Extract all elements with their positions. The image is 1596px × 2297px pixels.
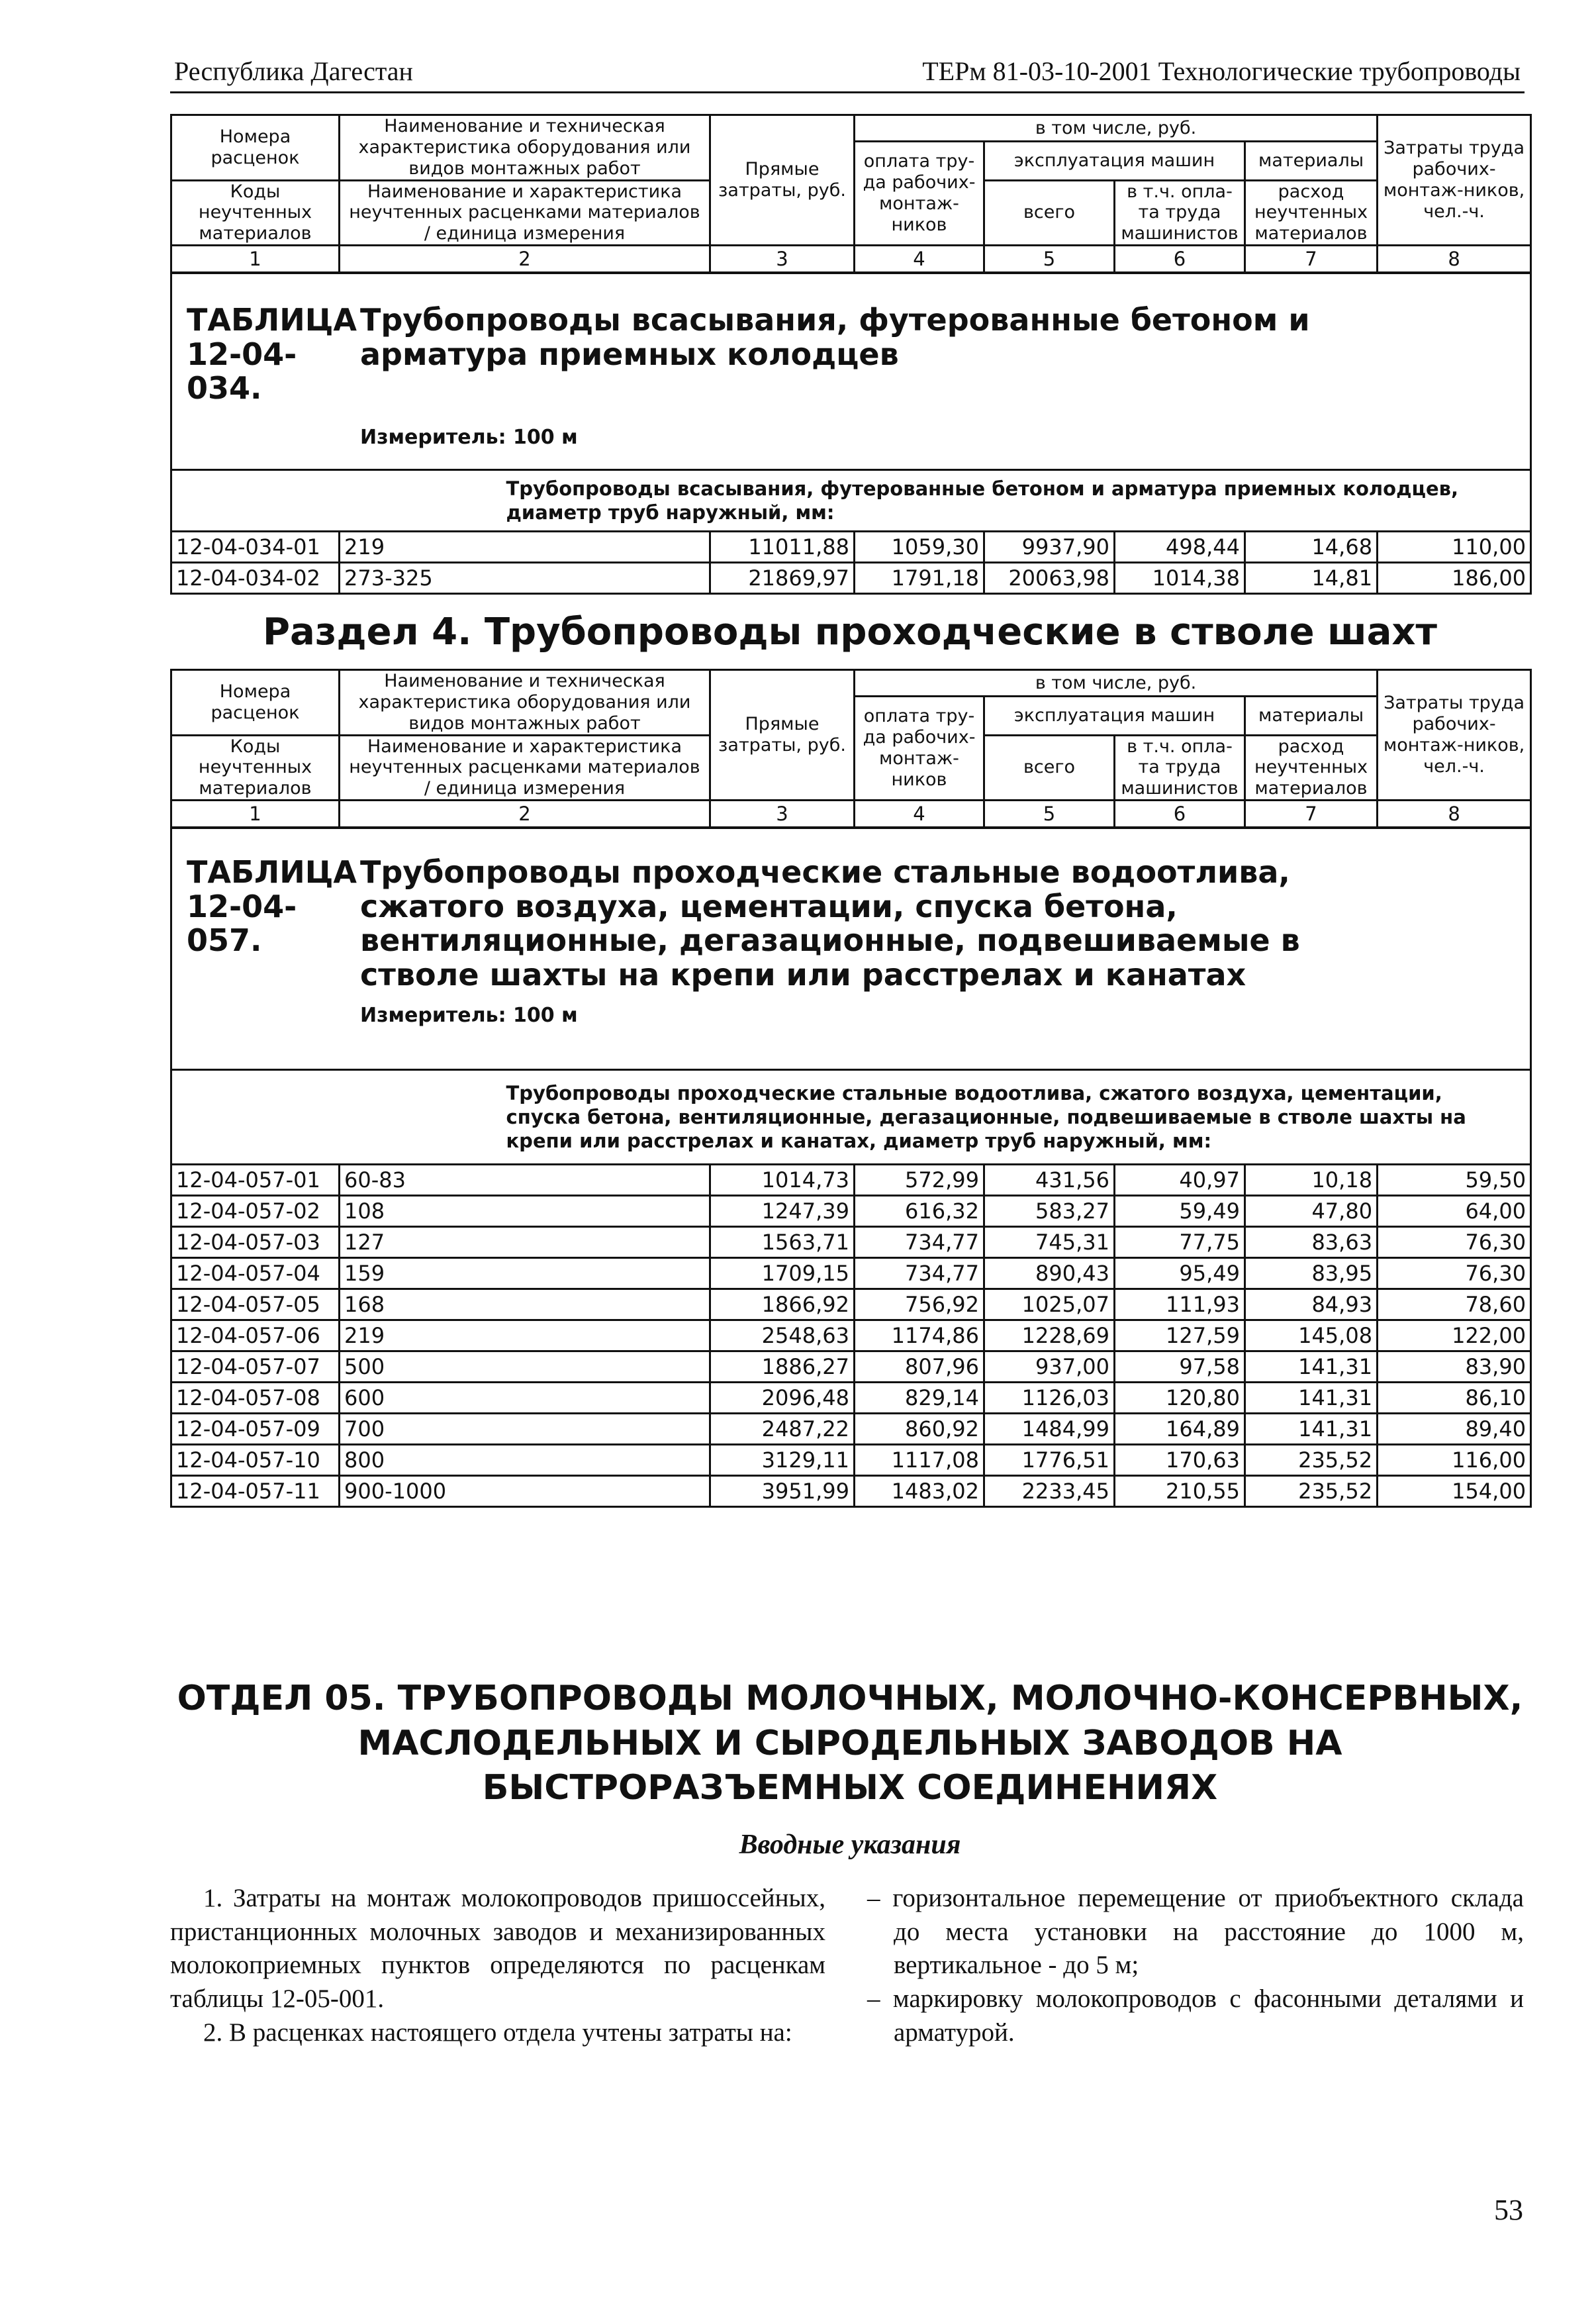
- row-materials: 83,63: [1245, 1227, 1378, 1258]
- col-num: 2: [340, 246, 710, 273]
- col-num: 7: [1245, 246, 1378, 273]
- row-machinist-pay: 164,89: [1115, 1414, 1245, 1445]
- row-machines-total: 1484,99: [984, 1414, 1115, 1445]
- paragraph: 1. Затраты на монтаж молокопроводов пришоссейных, пристанционных молочных заводов и механизированных молокоприемных пунктов определяются по расценкам таблицы 12-05-001.: [170, 1884, 825, 2014]
- department-title-line: МАСЛОДЕЛЬНЫХ И СЫРОДЕЛЬНЫХ ЗАВОДОВ НА: [357, 1723, 1342, 1763]
- row-materials: 47,80: [1245, 1196, 1378, 1227]
- row-machines-total: 745,31: [984, 1227, 1115, 1258]
- col-header-naim2: Наименование и характеристика неучтенных расценками материалов / единица измерения: [340, 735, 710, 801]
- col-header-kody: Коды неучтенных материалов: [171, 735, 340, 801]
- table-row: [171, 1351, 1531, 1383]
- col-header-naim: Наименование и техническая характеристика оборудования или видов монтажных работ: [340, 670, 710, 736]
- row-machinist-pay: 210,55: [1115, 1476, 1245, 1507]
- col-header-pryamye: Прямые затраты, руб.: [710, 115, 855, 246]
- row-labor-hours: 154,00: [1378, 1476, 1531, 1507]
- row-diameter: 900-1000: [340, 1476, 710, 1507]
- row-diameter: 159: [340, 1258, 710, 1289]
- row-labor-hours: 76,30: [1378, 1227, 1531, 1258]
- col-header-vtomchisle: в том числе, руб.: [855, 115, 1378, 142]
- row-machinist-pay: 111,93: [1115, 1289, 1245, 1320]
- table-row: [171, 1227, 1531, 1258]
- row-materials: 141,31: [1245, 1383, 1378, 1414]
- row-machines-total: 431,56: [984, 1165, 1115, 1196]
- row-labor-hours: 83,90: [1378, 1351, 1531, 1383]
- row-machines-total: 20063,98: [984, 563, 1115, 594]
- row-machines-total: 9937,90: [984, 532, 1115, 563]
- row-code: 12-04-057-06: [171, 1320, 340, 1351]
- row-code: 12-04-057-09: [171, 1414, 340, 1445]
- row-labor-pay: 734,77: [855, 1227, 984, 1258]
- row-labor-pay: 572,99: [855, 1165, 984, 1196]
- table-subheading: Трубопроводы всасывания, футерованные бетоном и арматура приемных колодцев, диаметр труб наружный, мм:: [340, 470, 1531, 532]
- row-machines-total: 583,27: [984, 1196, 1115, 1227]
- row-machines-total: 1126,03: [984, 1383, 1115, 1414]
- col-header-ekspl: эксплуатация машин: [984, 142, 1245, 181]
- row-machines-total: 1776,51: [984, 1445, 1115, 1476]
- department-title: [170, 1677, 1530, 1811]
- col-header-vtch: в т.ч. опла-та труда машинистов: [1115, 180, 1245, 246]
- table-row: [171, 1320, 1531, 1351]
- row-labor-pay: 860,92: [855, 1414, 984, 1445]
- col-header-vtomchisle: в том числе, руб.: [855, 670, 1378, 697]
- col-num: 6: [1115, 246, 1245, 273]
- row-diameter: 168: [340, 1289, 710, 1320]
- row-machines-total: 1025,07: [984, 1289, 1115, 1320]
- table-measure: Измеритель: 100 м: [360, 1004, 578, 1028]
- row-materials: 235,52: [1245, 1445, 1378, 1476]
- row-direct-cost: 1247,39: [710, 1196, 855, 1227]
- row-code: 12-04-057-10: [171, 1445, 340, 1476]
- row-labor-pay: 734,77: [855, 1258, 984, 1289]
- table-12-04-034: [170, 114, 1532, 595]
- row-direct-cost: 21869,97: [710, 563, 855, 594]
- row-machines-total: 2233,45: [984, 1476, 1115, 1507]
- table-row: [171, 1383, 1531, 1414]
- row-code: 12-04-057-05: [171, 1289, 340, 1320]
- row-code: 12-04-057-01: [171, 1165, 340, 1196]
- department-title-line: БЫСТРОРАЗЪЕМНЫХ СОЕДИНЕНИЯХ: [482, 1768, 1218, 1808]
- page-number: 53: [1494, 2194, 1523, 2226]
- row-machinist-pay: 97,58: [1115, 1351, 1245, 1383]
- row-direct-cost: 1563,71: [710, 1227, 855, 1258]
- row-machines-total: 890,43: [984, 1258, 1115, 1289]
- row-materials: 84,93: [1245, 1289, 1378, 1320]
- row-materials: 14,81: [1245, 563, 1378, 594]
- table-row: [171, 1414, 1531, 1445]
- row-labor-hours: 116,00: [1378, 1445, 1531, 1476]
- row-labor-hours: 64,00: [1378, 1196, 1531, 1227]
- col-num: 3: [710, 801, 855, 828]
- row-machines-total: 1228,69: [984, 1320, 1115, 1351]
- row-diameter: 800: [340, 1445, 710, 1476]
- row-diameter: 219: [340, 532, 710, 563]
- row-direct-cost: 1014,73: [710, 1165, 855, 1196]
- col-num: 7: [1245, 801, 1378, 828]
- row-direct-cost: 3951,99: [710, 1476, 855, 1507]
- col-header-vsego: всего: [984, 735, 1115, 801]
- col-num: 1: [171, 801, 340, 828]
- col-header-nomera: Номера расценок: [171, 670, 340, 736]
- col-num: 5: [984, 801, 1115, 828]
- row-labor-hours: 110,00: [1378, 532, 1531, 563]
- row-labor-hours: 76,30: [1378, 1258, 1531, 1289]
- row-diameter: 700: [340, 1414, 710, 1445]
- col-num: 6: [1115, 801, 1245, 828]
- list-item: – маркировку молокопроводов с фасонными деталями и арматурой.: [867, 1984, 1524, 2047]
- row-labor-pay: 1174,86: [855, 1320, 984, 1351]
- row-labor-hours: 59,50: [1378, 1165, 1531, 1196]
- row-materials: 141,31: [1245, 1351, 1378, 1383]
- col-header-zatraty: Затраты труда рабочих-монтаж-ников, чел.-ч.: [1378, 670, 1531, 801]
- table-title: [187, 303, 1515, 406]
- table-caption: [171, 828, 1531, 1070]
- row-machinist-pay: 95,49: [1115, 1258, 1245, 1289]
- row-labor-pay: 1117,08: [855, 1445, 984, 1476]
- list-item: – горизонтальное перемещение от приобъектного склада до места установки на расстояние до 1000 м, вертикальное - до 5 м;: [867, 1884, 1524, 1980]
- col-header-vtch: в т.ч. опла-та труда машинистов: [1115, 735, 1245, 801]
- row-direct-cost: 2096,48: [710, 1383, 855, 1414]
- table-row: [171, 1196, 1531, 1227]
- col-header-zatraty: Затраты труда рабочих-монтаж-ников, чел.-ч.: [1378, 115, 1531, 246]
- row-diameter: 273-325: [340, 563, 710, 594]
- col-header-materialy: материалы: [1245, 697, 1378, 736]
- row-code: 12-04-057-07: [171, 1351, 340, 1383]
- table-row: [171, 1165, 1531, 1196]
- table-row: [171, 1258, 1531, 1289]
- row-diameter: 219: [340, 1320, 710, 1351]
- table-row: [171, 563, 1531, 594]
- row-machinist-pay: 498,44: [1115, 532, 1245, 563]
- table-row: [171, 1476, 1531, 1507]
- col-header-naim2: Наименование и характеристика неучтенных расценками материалов / единица измерения: [340, 180, 710, 246]
- row-materials: 235,52: [1245, 1476, 1378, 1507]
- table-measure: Измеритель: 100 м: [360, 425, 578, 449]
- row-diameter: 60-83: [340, 1165, 710, 1196]
- row-direct-cost: 2548,63: [710, 1320, 855, 1351]
- row-labor-pay: 829,14: [855, 1383, 984, 1414]
- col-header-nomera: Номера расценок: [171, 115, 340, 181]
- row-materials: 141,31: [1245, 1414, 1378, 1445]
- row-labor-pay: 807,96: [855, 1351, 984, 1383]
- row-diameter: 600: [340, 1383, 710, 1414]
- row-direct-cost: 1886,27: [710, 1351, 855, 1383]
- col-num: 1: [171, 246, 340, 273]
- row-labor-pay: 756,92: [855, 1289, 984, 1320]
- col-num: 2: [340, 801, 710, 828]
- section-title: Раздел 4. Трубопроводы проходческие в стволе шахт: [263, 611, 1437, 654]
- table-subheading: Трубопроводы проходческие стальные водоотлива, сжатого воздуха, цементации, спуска бетона, вентиляционные, дегазационные, подвешиваемые в стволе шахты на крепи или расстрелах и канатах, диаметр труб наружный, мм:: [340, 1070, 1531, 1165]
- running-header: [170, 52, 1525, 93]
- row-direct-cost: 2487,22: [710, 1414, 855, 1445]
- row-labor-pay: 1791,18: [855, 563, 984, 594]
- row-code: 12-04-057-08: [171, 1383, 340, 1414]
- row-labor-hours: 122,00: [1378, 1320, 1531, 1351]
- row-labor-hours: 186,00: [1378, 563, 1531, 594]
- department-title-line: ОТДЕЛ 05. ТРУБОПРОВОДЫ МОЛОЧНЫХ, МОЛОЧНО-КОНСЕРВНЫХ,: [177, 1679, 1523, 1718]
- col-num: 4: [855, 801, 984, 828]
- row-diameter: 127: [340, 1227, 710, 1258]
- col-header-oplata: оплата тру-да рабочих-монтаж-ников: [855, 697, 984, 801]
- col-header-rashod: расход неучтенных материалов: [1245, 180, 1378, 246]
- table-12-04-057: [170, 669, 1532, 1508]
- intro-heading: Вводные указания: [739, 1830, 961, 1860]
- row-direct-cost: 11011,88: [710, 532, 855, 563]
- row-labor-pay: 1483,02: [855, 1476, 984, 1507]
- row-materials: 83,95: [1245, 1258, 1378, 1289]
- header-region: Республика Дагестан: [174, 56, 413, 86]
- row-code: 12-04-057-03: [171, 1227, 340, 1258]
- col-header-kody: Коды неучтенных материалов: [171, 180, 340, 246]
- row-code: 12-04-057-02: [171, 1196, 340, 1227]
- row-labor-pay: 1059,30: [855, 532, 984, 563]
- row-labor-hours: 86,10: [1378, 1383, 1531, 1414]
- table-row: [171, 1445, 1531, 1476]
- row-labor-hours: 89,40: [1378, 1414, 1531, 1445]
- row-code: 12-04-034-01: [171, 532, 340, 563]
- row-machinist-pay: 1014,38: [1115, 563, 1245, 594]
- row-machinist-pay: 170,63: [1115, 1445, 1245, 1476]
- col-header-rashod: расход неучтенных материалов: [1245, 735, 1378, 801]
- col-header-materialy: материалы: [1245, 142, 1378, 181]
- row-code: 12-04-057-04: [171, 1258, 340, 1289]
- table-caption: [171, 273, 1531, 470]
- row-materials: 10,18: [1245, 1165, 1378, 1196]
- row-code: 12-04-057-11: [171, 1476, 340, 1507]
- col-num: 5: [984, 246, 1115, 273]
- table-title-text: Трубопроводы проходческие стальные водоотлива, сжатого воздуха, цементации, спуска бетона, вентиляционные, дегазационные, подвешиваемые в стволе шахты на крепи или расстрелах и канатах: [360, 854, 1300, 993]
- col-header-ekspl: эксплуатация машин: [984, 697, 1245, 736]
- table-number: ТАБЛИЦА 12-04-057.: [187, 854, 357, 959]
- text-column-right: [867, 1882, 1524, 2049]
- row-direct-cost: 3129,11: [710, 1445, 855, 1476]
- col-header-oplata: оплата тру-да рабочих-монтаж-ников: [855, 142, 984, 246]
- header-document-code: ТЕРм 81-03-10-2001 Технологические трубопроводы: [922, 56, 1521, 86]
- col-header-pryamye: Прямые затраты, руб.: [710, 670, 855, 801]
- row-direct-cost: 1709,15: [710, 1258, 855, 1289]
- row-machinist-pay: 40,97: [1115, 1165, 1245, 1196]
- row-machinist-pay: 59,49: [1115, 1196, 1245, 1227]
- col-num: 8: [1378, 246, 1531, 273]
- row-direct-cost: 1866,92: [710, 1289, 855, 1320]
- row-diameter: 108: [340, 1196, 710, 1227]
- col-num: 4: [855, 246, 984, 273]
- paragraph: 2. В расценках настоящего отдела учтены затраты на:: [203, 2018, 792, 2047]
- text-column-left: [170, 1882, 825, 2049]
- col-num: 3: [710, 246, 855, 273]
- row-materials: 145,08: [1245, 1320, 1378, 1351]
- table-title: [187, 855, 1515, 992]
- col-header-naim: Наименование и техническая характеристика оборудования или видов монтажных работ: [340, 115, 710, 181]
- row-code: 12-04-034-02: [171, 563, 340, 594]
- col-header-vsego: всего: [984, 180, 1115, 246]
- row-machines-total: 937,00: [984, 1351, 1115, 1383]
- table-title-text: Трубопроводы всасывания, футерованные бетоном и арматура приемных колодцев: [360, 302, 1310, 372]
- table-number: ТАБЛИЦА 12-04-034.: [187, 302, 357, 407]
- row-materials: 14,68: [1245, 532, 1378, 563]
- row-machinist-pay: 127,59: [1115, 1320, 1245, 1351]
- row-labor-hours: 78,60: [1378, 1289, 1531, 1320]
- row-machinist-pay: 120,80: [1115, 1383, 1245, 1414]
- col-num: 8: [1378, 801, 1531, 828]
- table-row: [171, 1289, 1531, 1320]
- row-machinist-pay: 77,75: [1115, 1227, 1245, 1258]
- row-labor-pay: 616,32: [855, 1196, 984, 1227]
- table-row: [171, 532, 1531, 563]
- row-diameter: 500: [340, 1351, 710, 1383]
